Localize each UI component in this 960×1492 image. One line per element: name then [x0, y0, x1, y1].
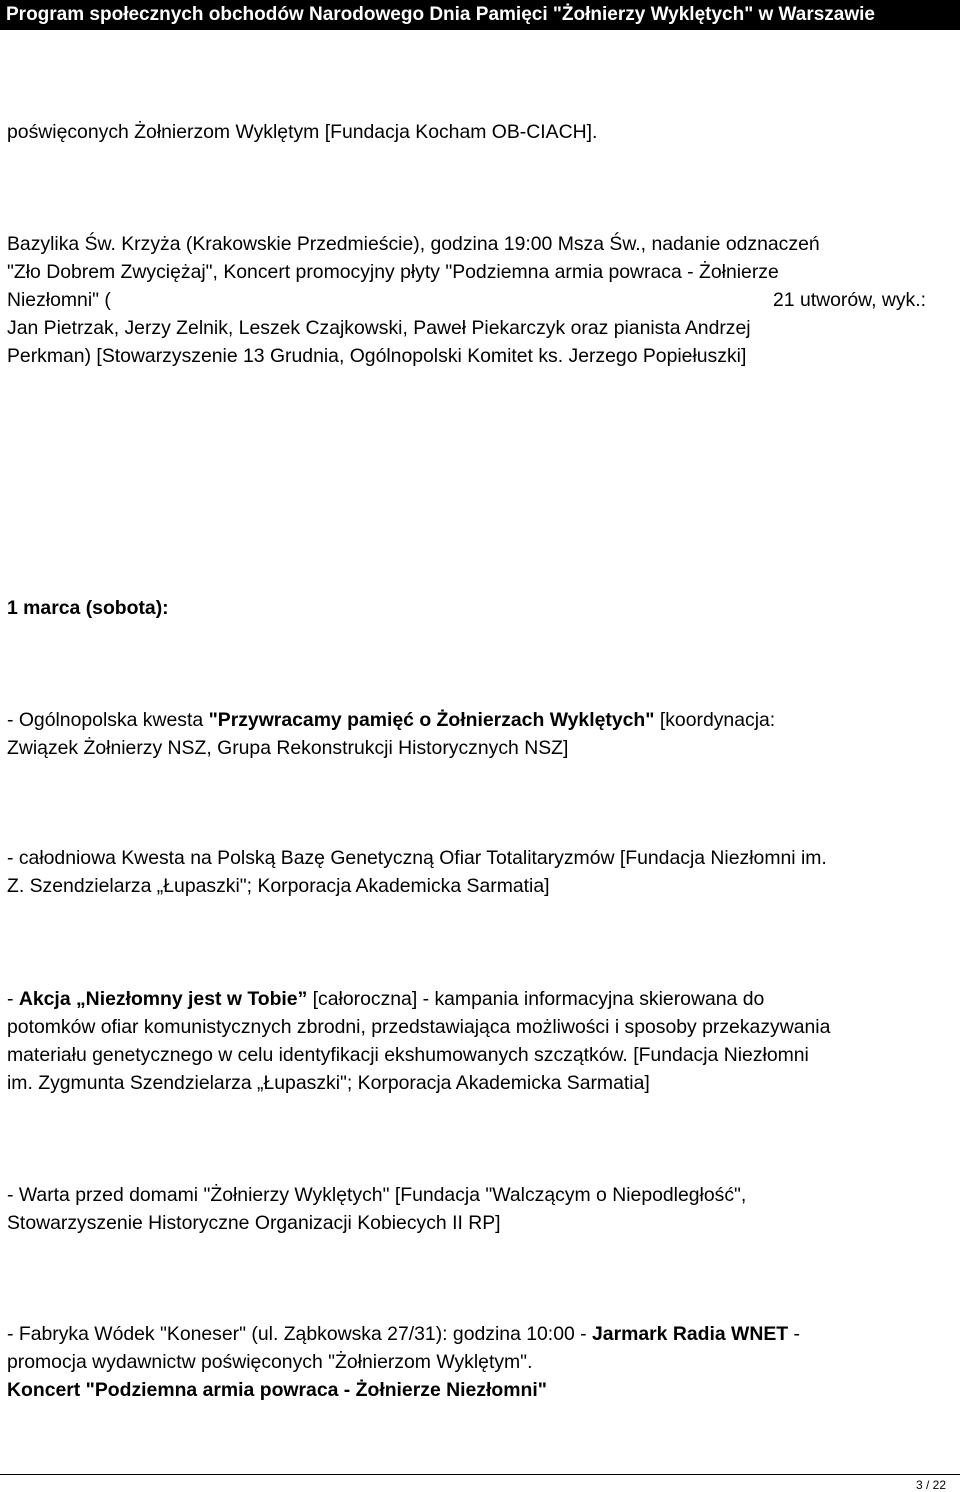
page-number: 3 / 22 — [915, 1478, 946, 1492]
list-item: - całodniowa Kwesta na Polską Bazę Genetyczną Ofiar Totalitaryzmów [Fundacja Niezłomni im. — [7, 847, 827, 869]
list-item-continuation: Związek Żołnierzy NSZ, Grupa Rekonstrukcji Historycznych NSZ] — [7, 737, 569, 759]
paragraph-line: Jan Pietrzak, Jerzy Zelnik, Leszek Czajkowski, Paweł Piekarczyk oraz pianista Andrzej — [7, 317, 751, 339]
item-text: [koordynacja: — [654, 709, 776, 731]
paragraph-fragment-right: 21 utworów, wyk.: — [773, 289, 927, 311]
paragraph-fragment: Niezłomni" ( — [7, 289, 111, 311]
item-text: - Ogólnopolska kwesta — [7, 709, 209, 731]
header-title: Program społecznych obchodów Narodowego Dnia Pamięci "Żołnierzy Wyklętych" w Warszawie — [6, 4, 875, 25]
item-bold-text: Jarmark Radia WNET — [592, 1323, 789, 1345]
paragraph-line: Bazylika Św. Krzyża (Krakowskie Przedmieście), godzina 19:00 Msza Św., nadanie odznaczeń — [7, 233, 820, 255]
item-text: [całoroczna] - kampania informacyjna skierowana do — [307, 988, 765, 1010]
concert-title: Koncert "Podziemna armia powraca - Żołnierze Niezłomni" — [7, 1379, 547, 1401]
list-item — [7, 706, 957, 734]
item-text: - — [7, 988, 19, 1010]
footer-divider — [0, 1474, 960, 1475]
list-item-continuation: potomków ofiar komunistycznych zbrodni, przedstawiająca możliwości i sposoby przekazywania — [7, 1016, 831, 1038]
list-item-continuation: im. Zygmunta Szendzielarza „Łupaszki"; Korporacja Akademicka Sarmatia] — [7, 1072, 650, 1094]
item-text: - — [788, 1323, 800, 1345]
item-text: - Fabryka Wódek "Koneser" (ul. Ząbkowska 27/31): godzina 10:00 - — [7, 1323, 592, 1345]
item-bold-text: Akcja „Niezłomny jest w Tobie” — [18, 988, 308, 1010]
item-bold-text: "Przywracamy pamięć o Żołnierzach Wyklętych" — [208, 709, 655, 731]
list-item-continuation: materiału genetycznego w celu identyfikacji ekshumowanych szczątków. [Fundacja Niezłomni — [7, 1044, 809, 1066]
date-heading: 1 marca (sobota): — [7, 597, 169, 619]
list-item: - Warta przed domami "Żołnierzy Wyklętych" [Fundacja "Walczącym o Niepodległość", — [7, 1184, 747, 1206]
paragraph-line: "Zło Dobrem Zwyciężaj", Koncert promocyjny płyty "Podziemna armia powraca - Żołnierze — [7, 261, 779, 283]
paragraph-line: poświęconych Żołnierzom Wyklętym [Fundacja Kocham OB-CIACH]. — [7, 121, 598, 143]
list-item — [7, 1320, 957, 1348]
paragraph-line: Perkman) [Stowarzyszenie 13 Grudnia, Ogólnopolski Komitet ks. Jerzego Popiełuszki] — [7, 345, 747, 367]
list-item — [7, 985, 957, 1013]
list-item-continuation: Z. Szendzielarza „Łupaszki"; Korporacja Akademicka Sarmatia] — [7, 875, 550, 897]
list-item-continuation: promocja wydawnictw poświęconych "Żołnierzom Wyklętym". — [7, 1351, 533, 1373]
document-header — [0, 0, 960, 30]
list-item-continuation: Stowarzyszenie Historyczne Organizacji Kobiecych II RP] — [7, 1212, 501, 1234]
